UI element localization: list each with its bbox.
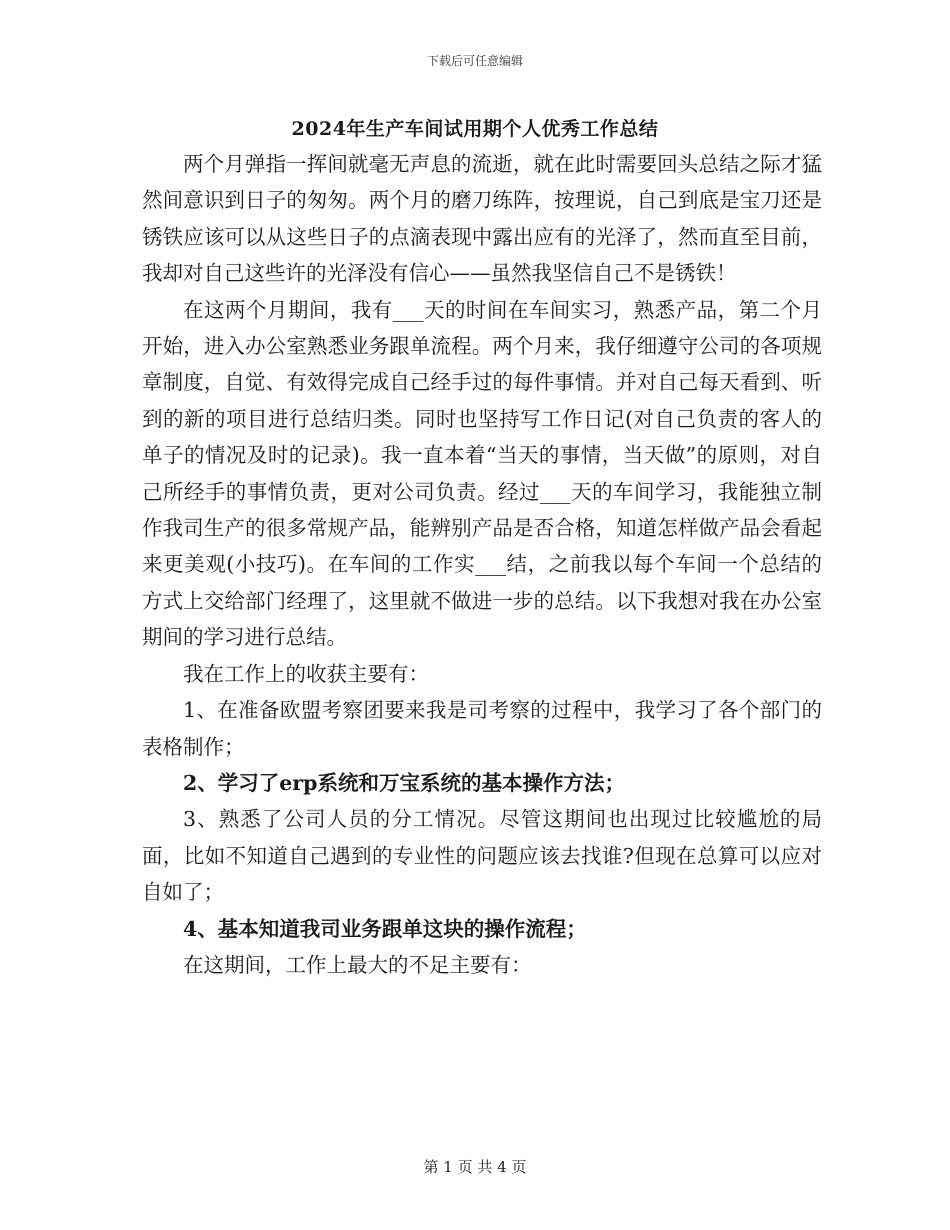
paragraph-intro: 两个月弹指一挥间就毫无声息的流逝，就在此时需要回头总结之际才猛然间意识到日子的匆匆。两个月的磨刀练阵，按理说，自己到底是宝刀还是锈铁应该可以从这些日子的点滴表现中露出应有的光泽了，然而直至目前，我却对自己这些许的光泽没有信心——虽然我坚信自己不是锈铁！	[142, 152, 822, 286]
list-item-gain-3: 3、熟悉了公司人员的分工情况。尽管这期间也出现过比较尴尬的局面，比如不知道自己遇到的专业性的问题应该去找谁?但现在总算可以应对自如了；	[142, 807, 822, 905]
list-item-gain-4: 4、基本知道我司业务跟单这块的操作流程；	[183, 916, 587, 941]
list-item-gain-1: 1、在准备欧盟考察团要来我是司考察的过程中，我学习了各个部门的表格制作；	[142, 698, 822, 759]
list-item-gain-2: 2、学习了erp系统和万宝系统的基本操作方法；	[183, 770, 625, 795]
document-title: 2024年生产车间试用期个人优秀工作总结	[291, 118, 659, 140]
paragraph-shortcomings-heading: 在这期间，工作上最大的不足主要有：	[183, 952, 532, 977]
paragraph-work-summary: 在这两个月期间，我有___天的时间在车间实习，熟悉产品，第二个月开始，进入办公室熟悉业务跟单流程。两个月来，我仔细遵守公司的各项规章制度，自觉、有效得完成自己经手过的每件事情。并对自己每天看到、听到的新的项目进行总结归类。同时也坚持写工作日记(对自己负责的客人的单子的情况及时的记录)。我一直本着“当天的事情，当天做”的原则，对自己所经手的事情负责，更对公司负责。经过___天的车间学习，我能独立制作我司生产的很多常规产品，能辨别产品是否合格，知道怎样做产品会看起来更美观(小技巧)。在车间的工作实___结，之前我以每个车间一个总结的方式上交给部门经理了，这里就不做进一步的总结。以下我想对我在办公室期间的学习进行总结。	[142, 297, 822, 650]
page-number: 第 1 页 共 4 页	[423, 1158, 527, 1176]
document-body	[142, 146, 822, 983]
page-header-note: 下载后可任意编辑	[426, 54, 523, 68]
paragraph-gains-heading: 我在工作上的收获主要有：	[183, 661, 429, 686]
